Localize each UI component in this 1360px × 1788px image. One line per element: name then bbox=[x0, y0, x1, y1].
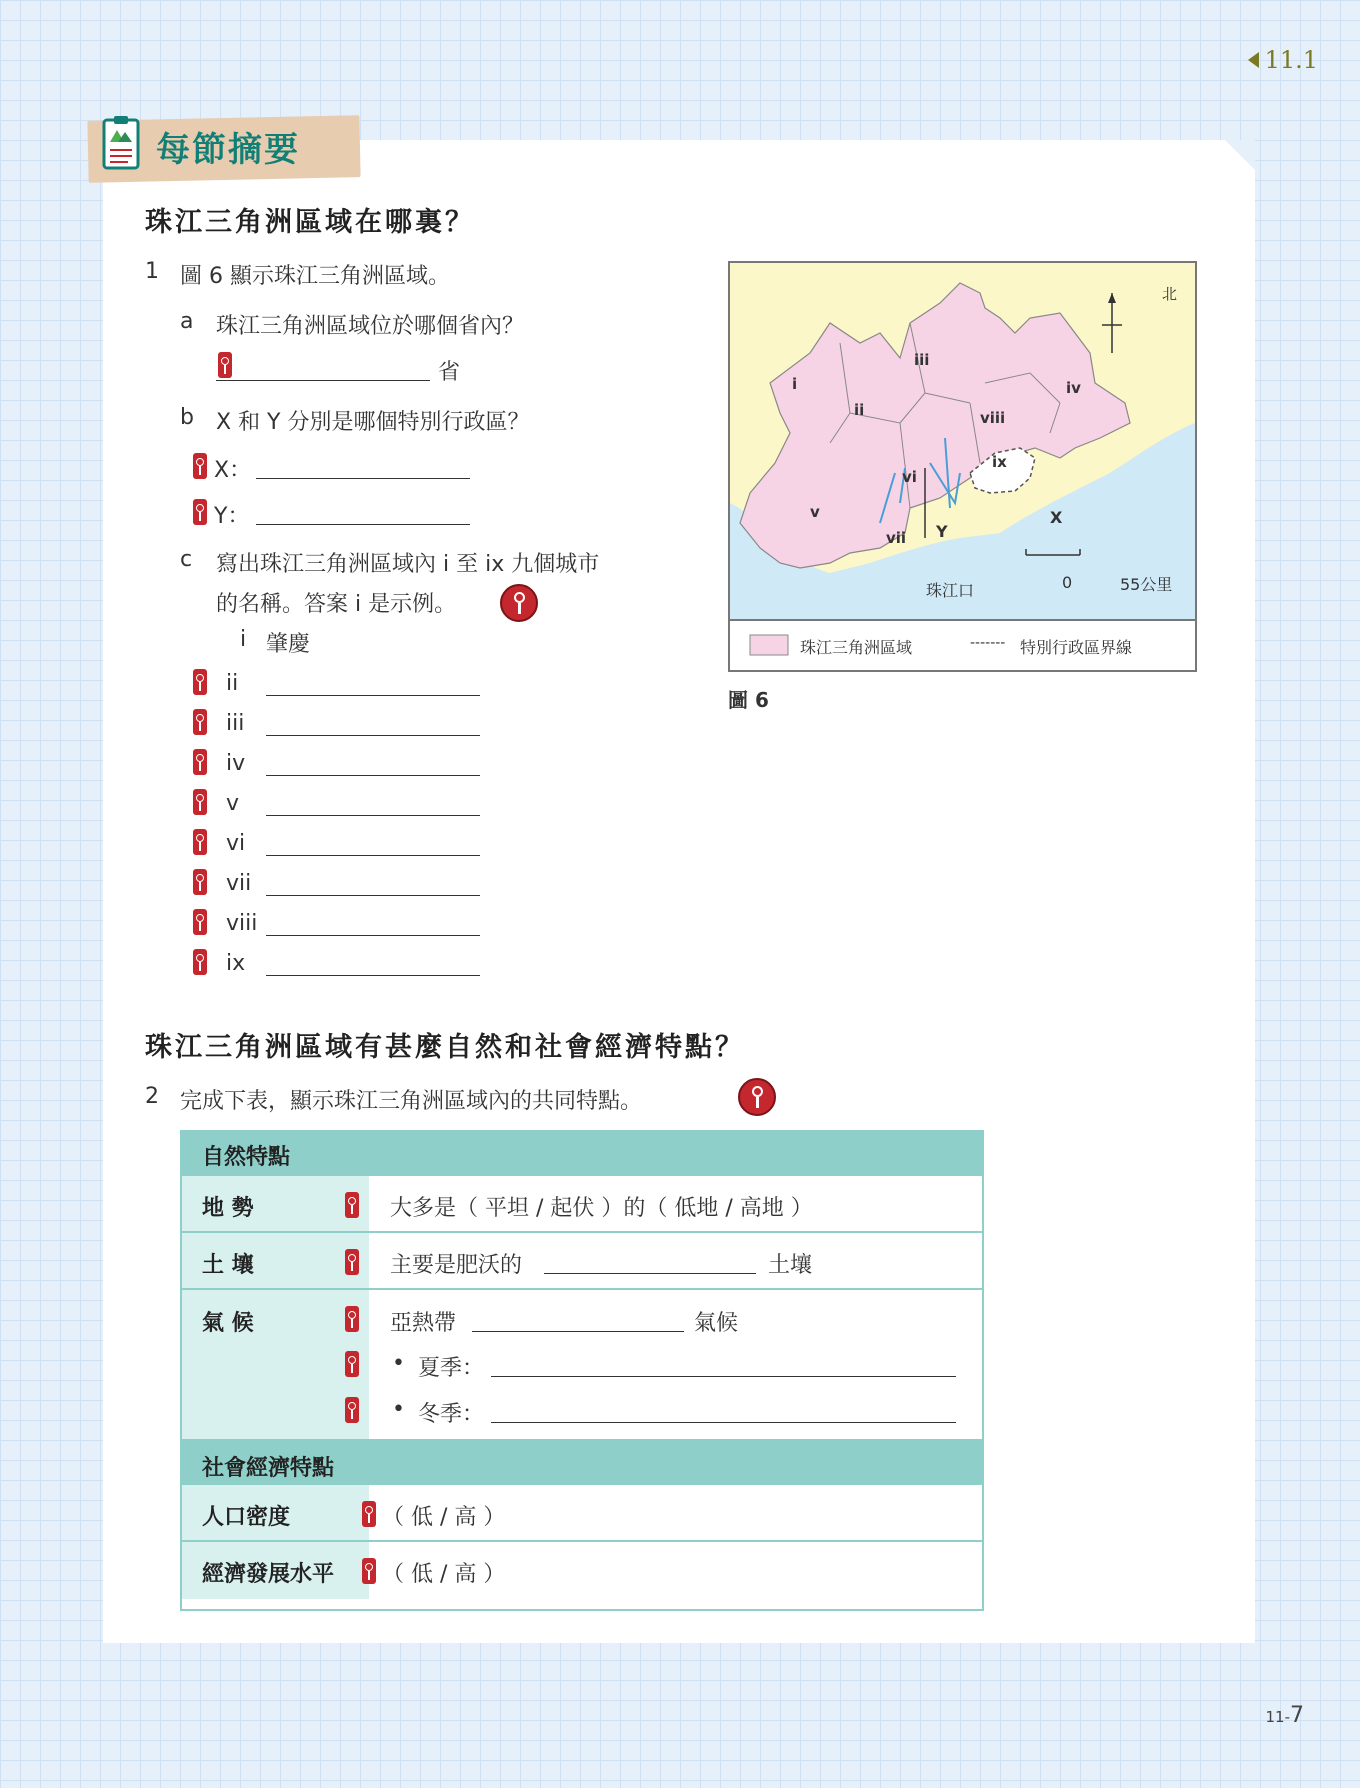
answer-line-y[interactable] bbox=[256, 524, 470, 525]
table-header-natural bbox=[182, 1130, 982, 1174]
answer-key-icon bbox=[193, 909, 207, 935]
sub-question-label: c bbox=[180, 547, 193, 572]
answer-key-icon bbox=[193, 829, 207, 855]
answer-key-icon bbox=[193, 453, 207, 479]
features-table bbox=[180, 1130, 984, 1611]
row-label-economy: 經濟發展水平 bbox=[202, 1562, 335, 1587]
bullet: • bbox=[392, 1397, 405, 1422]
answer-line-summer[interactable] bbox=[491, 1376, 956, 1377]
question-number: 1 bbox=[145, 259, 159, 284]
city-number: viii bbox=[226, 911, 258, 936]
soil-suffix: 土壤 bbox=[768, 1253, 813, 1278]
map-label-vii: vii bbox=[886, 529, 907, 547]
sub-question-label: b bbox=[180, 405, 194, 430]
sub-question-text: 珠江三角洲區域位於哪個省內？ bbox=[216, 314, 525, 339]
answer-key-icon bbox=[345, 1397, 359, 1423]
answer-key-icon bbox=[345, 1306, 359, 1332]
section-tag: 11.1 bbox=[1248, 46, 1318, 74]
legend-boundary-label: 特別行政區界線 bbox=[1020, 638, 1133, 657]
answer-line-x[interactable] bbox=[256, 478, 470, 479]
clipboard-icon bbox=[102, 114, 140, 172]
map-label-iv: iv bbox=[1066, 379, 1081, 397]
question-text: 完成下表，顯示珠江三角洲區域內的共同特點。 bbox=[180, 1089, 643, 1114]
map-figure bbox=[728, 261, 1197, 672]
section-heading-features: 珠江三角洲區域有甚麼自然和社會經濟特點？ bbox=[145, 1032, 745, 1063]
province-suffix: 省 bbox=[438, 360, 461, 385]
table-row-soil bbox=[182, 1231, 982, 1290]
city-number: ii bbox=[226, 671, 239, 696]
question-number: 2 bbox=[145, 1084, 159, 1109]
answer-key-circle-icon bbox=[500, 584, 538, 622]
answer-key-icon bbox=[345, 1192, 359, 1218]
answer-key-icon bbox=[193, 749, 207, 775]
map-label-x: X bbox=[1050, 508, 1063, 527]
example-number: i bbox=[240, 627, 247, 652]
answer-line-climate[interactable] bbox=[472, 1331, 684, 1332]
climate-suffix: 氣候 bbox=[694, 1311, 739, 1336]
answer-key-icon bbox=[345, 1249, 359, 1275]
summer-label: 夏季： bbox=[418, 1356, 485, 1381]
answer-key-circle-icon bbox=[738, 1078, 776, 1116]
answer-key-icon bbox=[193, 949, 207, 975]
city-number: iv bbox=[226, 751, 246, 776]
section-heading-location: 珠江三角洲區域在哪裏？ bbox=[145, 207, 475, 238]
map-label-i: i bbox=[792, 375, 798, 393]
map-label-vi: vi bbox=[902, 468, 917, 486]
soil-prefix: 主要是肥沃的 bbox=[390, 1253, 523, 1278]
y-label: Y： bbox=[214, 504, 250, 529]
answer-key-icon bbox=[345, 1351, 359, 1377]
city-number: vii bbox=[226, 871, 252, 896]
answer-line-province[interactable] bbox=[216, 380, 430, 381]
pearl-river-delta-map bbox=[730, 263, 1195, 670]
north-label: 北 bbox=[1162, 285, 1178, 303]
map-label-viii: viii bbox=[980, 409, 1006, 427]
sub-question-text-2: 的名稱。答案 i 是示例。 bbox=[216, 592, 457, 617]
row-label-soil: 土 壤 bbox=[202, 1253, 254, 1278]
figure-caption: 圖 6 bbox=[728, 688, 769, 712]
map-label-y: Y bbox=[936, 522, 948, 541]
answer-line-city[interactable] bbox=[266, 975, 480, 976]
map-label-ix: ix bbox=[992, 453, 1007, 471]
header-socio: 社會經濟特點 bbox=[202, 1456, 335, 1481]
row-label-population: 人口密度 bbox=[202, 1505, 291, 1530]
sub-question-text: 寫出珠江三角洲區域內 i 至 ix 九個城市 bbox=[216, 552, 600, 577]
folded-corner bbox=[1225, 140, 1255, 170]
answer-key-icon bbox=[193, 869, 207, 895]
legend-swatch bbox=[750, 635, 788, 655]
row-label-terrain: 地 勢 bbox=[202, 1196, 254, 1221]
city-number: ix bbox=[226, 951, 246, 976]
climate-prefix: 亞熱帶 bbox=[390, 1311, 457, 1336]
winter-label: 冬季： bbox=[418, 1402, 485, 1427]
table-row-terrain bbox=[182, 1174, 982, 1233]
answer-line-city[interactable] bbox=[266, 815, 480, 816]
map-label-v: v bbox=[810, 503, 820, 521]
sub-question-text: X 和 Y 分別是哪個特別行政區？ bbox=[216, 410, 530, 435]
answer-key-icon bbox=[193, 499, 207, 525]
banner-title: 每節摘要 bbox=[156, 130, 300, 170]
city-number: vi bbox=[226, 831, 246, 856]
answer-line-soil[interactable] bbox=[544, 1273, 756, 1274]
economy-options[interactable]: （ 低 / 高 ） bbox=[382, 1562, 506, 1587]
question-text: 圖 6 顯示珠江三角洲區域。 bbox=[180, 264, 450, 289]
table-row-population bbox=[182, 1483, 982, 1542]
estuary-label: 珠江口 bbox=[926, 581, 975, 600]
legend-dash-sample: ------- bbox=[970, 635, 1006, 651]
answer-key-icon bbox=[193, 669, 207, 695]
answer-line-city[interactable] bbox=[266, 855, 480, 856]
header-natural: 自然特點 bbox=[202, 1145, 291, 1170]
legend-region-label: 珠江三角洲區域 bbox=[800, 638, 913, 657]
city-number: v bbox=[226, 791, 240, 816]
x-label: X： bbox=[214, 458, 252, 483]
answer-line-city[interactable] bbox=[266, 895, 480, 896]
scale-label-zero: 0 bbox=[1062, 573, 1073, 592]
population-options[interactable]: （ 低 / 高 ） bbox=[382, 1505, 506, 1530]
answer-key-icon bbox=[193, 709, 207, 735]
answer-key-icon bbox=[193, 789, 207, 815]
answer-line-city[interactable] bbox=[266, 735, 480, 736]
example-city: 肇慶 bbox=[266, 632, 311, 657]
map-label-ii: ii bbox=[854, 401, 865, 419]
sub-question-label: a bbox=[180, 309, 194, 334]
answer-line-winter[interactable] bbox=[491, 1422, 956, 1423]
table-header-socio bbox=[182, 1439, 982, 1485]
scale-label-end: 55公里 bbox=[1120, 575, 1173, 594]
row-label-climate: 氣 候 bbox=[202, 1311, 254, 1336]
answer-line-city[interactable] bbox=[266, 935, 480, 936]
terrain-options[interactable]: 大多是（ 平坦 / 起伏 ）的（ 低地 / 高地 ） bbox=[390, 1196, 813, 1221]
map-label-iii: iii bbox=[914, 351, 930, 369]
answer-key-icon bbox=[218, 352, 232, 378]
page-number: 11-7 bbox=[1265, 1703, 1304, 1728]
bullet: • bbox=[392, 1351, 405, 1376]
table-row-economy bbox=[182, 1540, 982, 1599]
answer-line-city[interactable] bbox=[266, 695, 480, 696]
table-row-climate bbox=[182, 1288, 982, 1441]
answer-line-city[interactable] bbox=[266, 775, 480, 776]
triangle-left-icon bbox=[1248, 52, 1259, 68]
city-number: iii bbox=[226, 711, 245, 736]
answer-key-icon bbox=[362, 1558, 376, 1584]
answer-key-icon bbox=[362, 1501, 376, 1527]
